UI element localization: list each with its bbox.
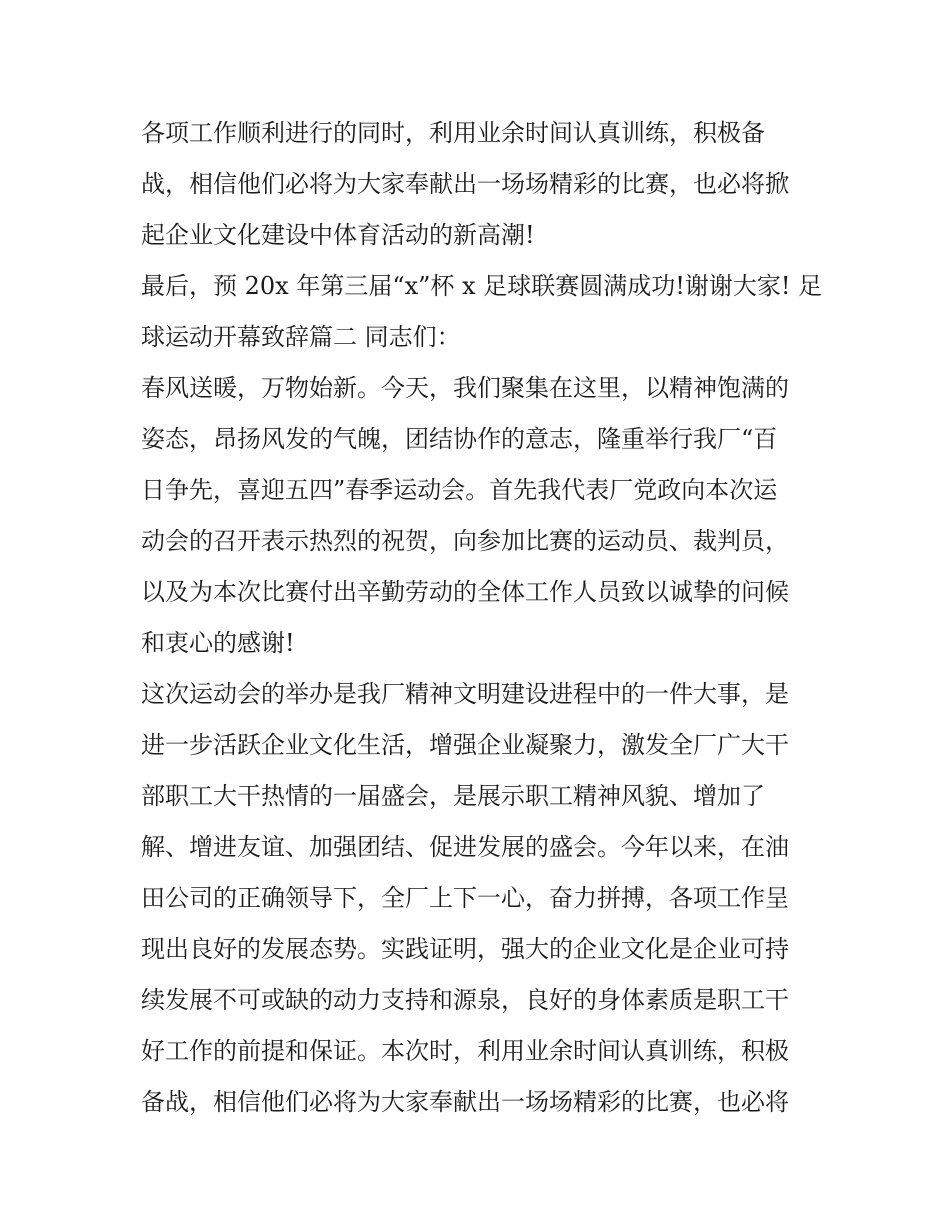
text-line: 最后，预 20x 年第三届“x”杯 x 足球联赛圆满成功!谢谢大家! 足	[141, 272, 823, 300]
text-line: 续发展不可或缺的动力支持和源泉，良好的身体素质是职工干	[141, 986, 789, 1014]
text-line: 动会的召开表示热烈的祝贺，向参加比赛的运动员、裁判员，	[141, 527, 789, 555]
text-line: 部职工大干热情的一届盛会，是展示职工精神风貌、增加了	[141, 782, 765, 810]
text-line: 现出良好的发展态势。实践证明，强大的企业文化是企业可持	[141, 935, 789, 963]
text-line: 和衷心的感谢!	[141, 629, 295, 657]
text-line: 球运动开幕致辞篇二 同志们：	[141, 323, 461, 351]
text-line: 各项工作顺利进行的同时，利用业余时间认真训练，积极备	[141, 119, 765, 147]
text-line: 解、增进友谊、加强团结、促进发展的盛会。今年以来，在油	[141, 833, 789, 861]
body-text	[141, 108, 821, 1128]
text-line: 春风送暖，万物始新。今天，我们聚集在这里，以精神饱满的	[141, 374, 789, 402]
text-line: 备战，相信他们必将为大家奉献出一场场精彩的比赛，也必将	[141, 1088, 789, 1116]
text-line: 日争先，喜迎五四”春季运动会。首先我代表厂党政向本次运	[141, 476, 778, 504]
text-line: 战，相信他们必将为大家奉献出一场场精彩的比赛，也必将掀	[141, 170, 789, 198]
text-line: 这次运动会的举办是我厂精神文明建设进程中的一件大事，是	[141, 680, 789, 708]
text-line: 以及为本次比赛付出辛勤劳动的全体工作人员致以诚挚的问候	[141, 578, 789, 606]
text-line: 好工作的前提和保证。本次时，利用业余时间认真训练，积极	[141, 1037, 789, 1065]
text-line: 田公司的正确领导下，全厂上下一心，奋力拼搏，各项工作呈	[141, 884, 789, 912]
text-line: 进一步活跃企业文化生活，增强企业凝聚力，激发全厂广大干	[141, 731, 789, 759]
text-line: 起企业文化建设中体育活动的新高潮!	[141, 221, 535, 249]
text-line: 姿态，昂扬风发的气魄，团结协作的意志，隆重举行我厂“百	[141, 425, 778, 453]
